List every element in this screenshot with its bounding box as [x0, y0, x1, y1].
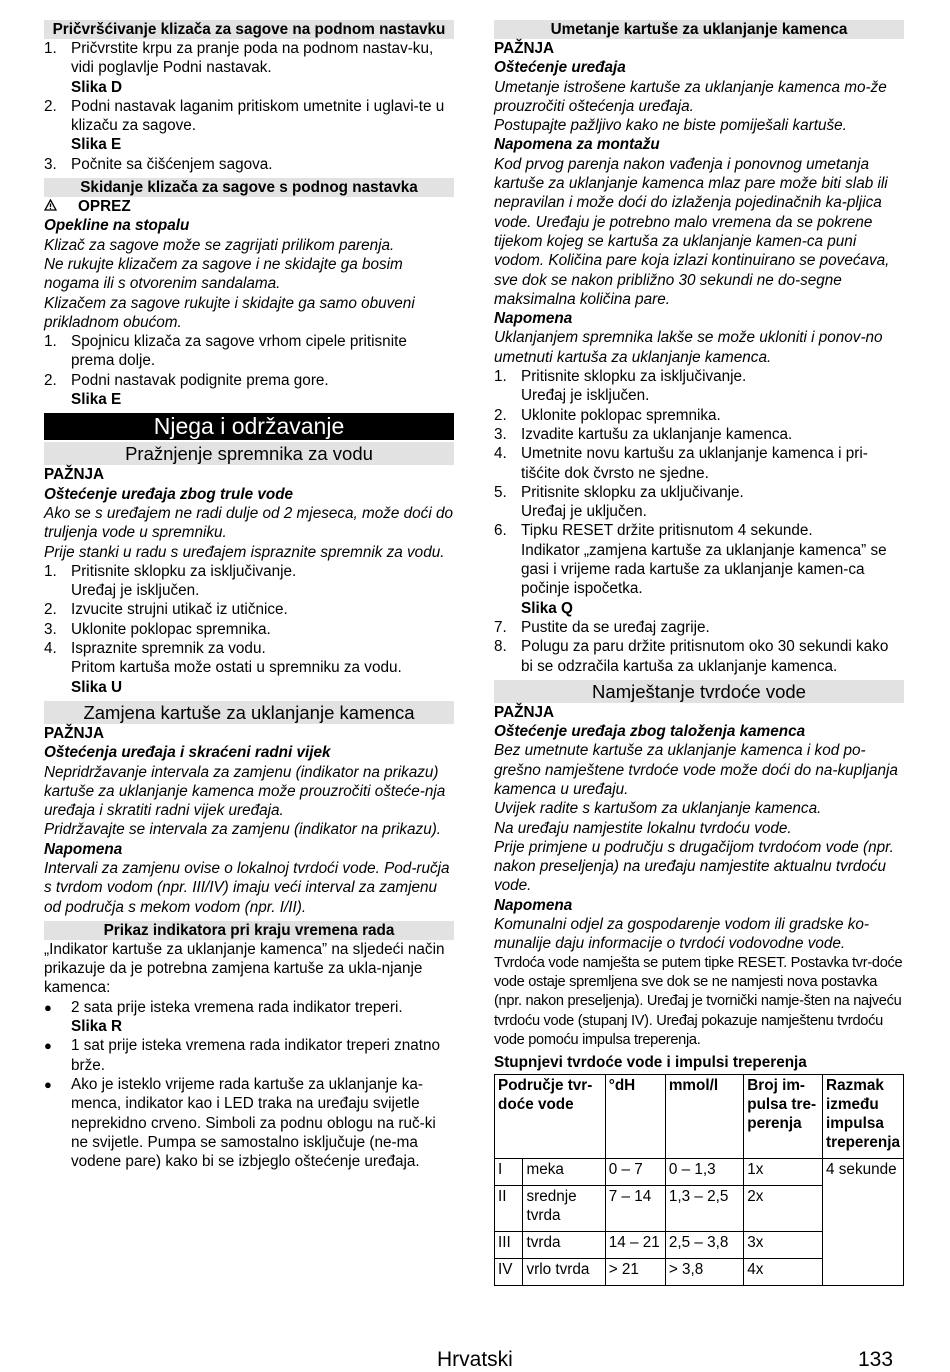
list-item: 1. Pritisnite sklopku za isključivanje.	[44, 562, 297, 580]
table-cell: 2,5 – 3,8	[665, 1232, 743, 1259]
bullet-icon: ●	[44, 999, 52, 1015]
paragraph: Umetanje istrošene kartuše za uklanjanje kamenca mo-že prouzročiti oštećenja uređaja.	[494, 78, 887, 115]
step-result: Indikator „zamjena kartuše za uklanjanje kamenca” se gasi i vrijeme rada kartuše za uklanjanje kamen-ca počinje ispočetka.	[521, 541, 887, 598]
paragraph: Prije primjene u području s drugačijom tvrdoćom vode (npr. nakon preseljenja) na uređaju namjestite aktualnu tvrdoću vode.	[494, 838, 894, 895]
table-cell: 1x	[744, 1159, 823, 1186]
table-cell: 0 – 1,3	[665, 1159, 743, 1186]
paragraph: Na uređaju namjestite lokalnu tvrdoću vode.	[494, 819, 792, 837]
paragraph: „Indikator kartuše za uklanjanje kamenca” na sljedeći način prikazuje da je potrebna zamjena kartuše za ukla-njanje kamenca:	[44, 940, 445, 997]
step-list	[44, 562, 454, 697]
table-cell: II	[495, 1186, 523, 1232]
attention-label: PAŽNJA	[44, 466, 105, 484]
paragraph: Komunalni odjel za gospodarenje vodom ili gradske ko-munalije daju informacije o tvrdoći vodovodne vode.	[494, 916, 869, 953]
table-cell: tvrda	[523, 1232, 605, 1259]
table-header-cell: Područje tvr-doće vode	[495, 1075, 606, 1159]
table-cell: 0 – 7	[605, 1159, 665, 1186]
bullet-icon: ●	[44, 1038, 52, 1054]
step-result: Uređaj je isključen.	[71, 582, 200, 600]
list-item: 1. Pritisnite sklopku za isključivanje.	[494, 368, 747, 386]
bullet-icon: ●	[44, 1076, 52, 1092]
table-cell: 4 sekunde	[823, 1159, 904, 1286]
mounting-note-label: Napomena za montažu	[494, 136, 660, 154]
section-heading: Zamjena kartuše za uklanjanje kamenca	[44, 701, 454, 724]
list-item: ● 2 sata prije isteka vremena rada indikator treperi.	[44, 998, 403, 1016]
table-cell: 7 – 14	[605, 1186, 665, 1232]
footer-language: Hrvatski	[437, 1348, 513, 1371]
list-item: 2. Uklonite poklopac spremnika.	[494, 406, 721, 424]
note-label: Napomena	[494, 310, 573, 328]
step-result: Pritom kartuša može ostati u spremniku za vodu.	[71, 659, 402, 677]
table-header-cell: mmol/l	[665, 1075, 743, 1159]
list-item: 2. Podni nastavak laganim pritiskom umetnite i uglavi-te u klizaču za sagove.	[44, 97, 445, 135]
list-item: 8. Polugu za paru držite pritisnutom oko 30 sekundi kako bi se odzračila kartuša za uklanjanje kamenca.	[494, 638, 889, 675]
list-item: 3. Počnite sa čišćenjem sagova.	[44, 155, 273, 173]
figure-ref: Slika Q	[521, 599, 573, 617]
bullet-list	[44, 998, 454, 1172]
table-cell: III	[495, 1232, 523, 1259]
list-item: 6. Tipku RESET držite pritisnutom 4 sekunde.	[494, 522, 813, 540]
step-list	[44, 39, 454, 174]
table-header-cell: °dH	[605, 1075, 665, 1159]
chapter-heading: Njega i održavanje	[44, 413, 454, 440]
paragraph: Nepridržavanje intervala za zamjenu (indikator na prikazu) kartuše za uklanjanje kamenca može prouzročiti ošteće-nja uređaja i skratiti radni vijek uređaja.	[44, 763, 446, 820]
table-cell: vrlo tvrda	[523, 1259, 605, 1286]
section-heading: Pričvršćivanje klizača za sagove na podnom nastavku	[44, 20, 454, 39]
table-cell: meka	[523, 1159, 605, 1186]
list-item: 2. Podni nastavak podignite prema gore.	[44, 371, 329, 389]
paragraph: Uklanjanjem spremnika lakše se može ukloniti i ponov-no umetnuti kartuša za uklanjanje kamenca.	[494, 329, 883, 366]
step-result: Uređaj je uključen.	[521, 503, 647, 521]
note-label: Napomena	[494, 896, 573, 914]
list-item: ● 1 sat prije isteka vremena rada indikator treperi znatno brže.	[44, 1037, 441, 1074]
list-item: 1. Spojnicu klizača za sagove vrhom cipele pritisnite prema dolje.	[44, 333, 407, 370]
paragraph: Ako se s uređajem ne radi dulje od 2 mjeseca, može doći do truljenja vode u spremniku.	[44, 504, 453, 542]
list-item: 7. Pustite da se uređaj zagrije.	[494, 618, 710, 636]
paragraph: Postupajte pažljivo kako ne biste pomiješali kartuše.	[494, 117, 847, 135]
table-cell: 4x	[744, 1259, 823, 1286]
table-header-cell: Razmak između impulsa treperenja	[823, 1075, 904, 1159]
figure-ref: Slika E	[71, 391, 122, 409]
list-item: ● Ako je isteklo vrijeme rada kartuše za uklanjanje ka-menca, indikator kao i LED traka na uređaju svijetle neprekidno crveno. Simboli za podnu oblogu na ruč-ki ne svijetle. Pumpa se samostalno isključuje (ne-ma vodene pare) kako bi se izbjeglo oštećenje uređaja.	[44, 1075, 436, 1171]
figure-ref: Slika E	[71, 136, 122, 154]
paragraph: Klizačem za sagove rukujte i skidajte ga samo obuveni prikladnom obućom.	[44, 294, 415, 331]
paragraph: Intervali za zamjenu ovise o lokalnoj tvrdoći vode. Pod-ručja s tvrdom vodom (npr. III/IV) imaju veći interval za zamjenu od područja s mekom vodom (npr. I/II).	[44, 859, 450, 916]
paragraph: Pridržavajte se intervala za zamjenu (indikator na prikazu).	[44, 821, 442, 839]
attention-label: PAŽNJA	[494, 40, 555, 57]
step-list	[44, 332, 454, 409]
list-item: 4. Ispraznite spremnik za vodu.	[44, 640, 266, 658]
attention-title: Oštećenja uređaja i skraćeni radni vijek	[44, 744, 331, 762]
list-item: 3. Uklonite poklopac spremnika.	[44, 620, 271, 638]
step-result: Uređaj je isključen.	[521, 387, 650, 405]
table-row	[495, 1159, 904, 1186]
warning-triangle-icon	[44, 197, 78, 216]
table-cell: 3x	[744, 1232, 823, 1259]
attention-label: PAŽNJA	[494, 703, 555, 721]
table-header-cell: Broj im-pulsa tre-perenja	[744, 1075, 823, 1159]
table-title: Stupnjevi tvrdoće vode i impulsi treperenja	[494, 1054, 807, 1072]
right-column	[494, 20, 904, 1286]
left-column	[44, 20, 454, 1171]
table-cell: I	[495, 1159, 523, 1186]
paragraph: Uvijek radite s kartušom za uklanjanje kamenca.	[494, 800, 822, 818]
water-hardness-table	[494, 1074, 904, 1286]
paragraph: Bez umetnute kartuše za uklanjanje kamenca i kod po-grešno namještene tvrdoće vode može doći do na-kupljanja kamenca u uređaju.	[494, 742, 898, 798]
section-heading: Skidanje klizača za sagove s podnog nastavka	[44, 178, 454, 197]
list-item: 3. Izvadite kartušu za uklanjanje kamenca.	[494, 425, 793, 443]
section-heading: Pražnjenje spremnika za vodu	[44, 442, 454, 465]
note-label: Napomena	[44, 840, 123, 858]
list-item: 1. Pričvrstite krpu za pranje poda na podnom nastav-ku, vidi poglavlje Podni nastavak.	[44, 40, 434, 77]
paragraph: Prije stanki u radu s uređajem ispraznite spremnik za vodu.	[44, 543, 445, 561]
step-list	[494, 367, 904, 676]
table-header-row	[495, 1075, 904, 1159]
attention-title: Oštećenje uređaja zbog taloženja kamenca	[494, 723, 806, 741]
figure-ref: Slika D	[71, 78, 123, 96]
paragraph: Klizač za sagove može se zagrijati prilikom parenja.	[44, 236, 395, 254]
page-number: 133	[858, 1348, 894, 1371]
table-cell: srednje tvrda	[523, 1186, 605, 1232]
section-heading: Prikaz indikatora pri kraju vremena rada	[44, 921, 454, 940]
table-cell: > 21	[605, 1259, 665, 1286]
attention-title: Oštećenje uređaja zbog trule vode	[44, 485, 294, 503]
figure-ref: Slika R	[71, 1018, 123, 1036]
section-heading: Namještanje tvrdoće vode	[494, 680, 904, 703]
section-heading: Umetanje kartuše za uklanjanje kamenca	[494, 20, 904, 39]
list-item: 5. Pritisnite sklopku za uključivanje.	[494, 483, 744, 501]
list-item: 4. Umetnite novu kartušu za uklanjanje kamenca i pri-tišćite dok čvrsto ne sjedne.	[494, 445, 868, 482]
attention-label: PAŽNJA	[44, 724, 105, 742]
table-cell: 2x	[744, 1186, 823, 1232]
paragraph: Kod prvog parenja nakon vađenja i ponovnog umetanja kartuše za uklanjanje kamenca mlaz pare može biti slab ili nepravilan i može doći do izlaženja pojedinačnih ka-pljica vode. Uređaju je potrebno malo vremena da se pokrene tijekom kojeg se kartuša za uklanjanje kamen-ca puni vodom. Količina pare koja izlazi kontinuirano se povećava, sve dok se nakon približno 30 sekundi ne do-segne maksimalna količina pare.	[494, 155, 890, 308]
table-cell: IV	[495, 1259, 523, 1286]
paragraph: Tvrdoća vode namješta se putem tipke RESET. Postavka tvr-doće vode ostaje spremljena sve dok se ne namjesti nova postavka (npr. nakon preseljenja). Uređaj je tvornički namje-šten na najveću tvrdoću vode (stupanj IV). Uređaj pokazuje namještenu tvrdoću vode pomoću impulsa treperenja.	[494, 954, 903, 1048]
figure-ref: Slika U	[71, 678, 123, 696]
list-item: 2. Izvucite strujni utikač iz utičnice.	[44, 601, 288, 619]
attention-title: Oštećenje uređaja	[494, 59, 626, 77]
caution-title: Opekline na stopalu	[44, 217, 190, 235]
caution-label: OPREZ	[44, 197, 454, 216]
paragraph: Ne rukujte klizačem za sagove i ne skidajte ga bosim nogama ili s otvorenim sandalama.	[44, 255, 403, 293]
table-cell: > 3,8	[665, 1259, 743, 1286]
table-cell: 14 – 21	[605, 1232, 665, 1259]
table-cell: 1,3 – 2,5	[665, 1186, 743, 1232]
